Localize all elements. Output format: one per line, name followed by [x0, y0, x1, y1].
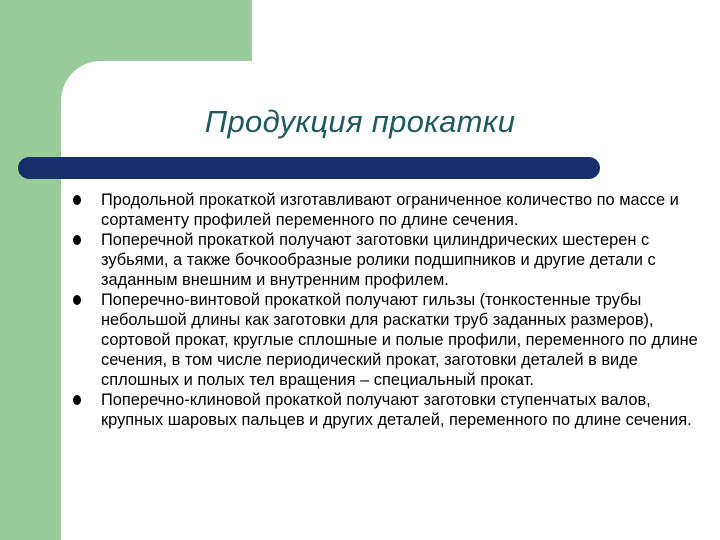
title-divider-bar [18, 157, 600, 179]
bullet-icon [73, 195, 81, 205]
bullet-icon [73, 235, 81, 245]
slide-title: Продукция прокатки [204, 104, 516, 139]
bullet-icon [73, 395, 81, 405]
list-item-text: Поперечной прокаткой получают заготовки цилиндрических шестерен с зубьями, а также бочкообразные ролики подшипников и другие детали с заданным внешним и внутренним профилем. [101, 231, 656, 289]
list-item-text: Продольной прокаткой изготавливают ограниченное количество по массе и сортаменту профилей переменного по длине сечения. [101, 191, 679, 229]
list-item [72, 190, 712, 230]
bullet-list [72, 190, 712, 430]
list-item-text: Поперечно-винтовой прокаткой получают гильзы (тонкостенные трубы небольшой длины как заготовки для раскатки труб заданных размеров), сортовой прокат, круглые сплошные и полые профили, переменного по длине сечения, в том числе периодический прокат, заготовки деталей в виде сплошных и полых тел вращения – специальный прокат. [101, 291, 698, 389]
list-item-text: Поперечно-клиновой прокаткой получают заготовки ступенчатых валов, крупных шаровых пальцев и других деталей, переменного по длине сечения. [101, 391, 692, 429]
list-item [72, 230, 712, 290]
list-item [72, 390, 712, 430]
bullet-icon [73, 295, 81, 305]
list-item [72, 290, 712, 390]
